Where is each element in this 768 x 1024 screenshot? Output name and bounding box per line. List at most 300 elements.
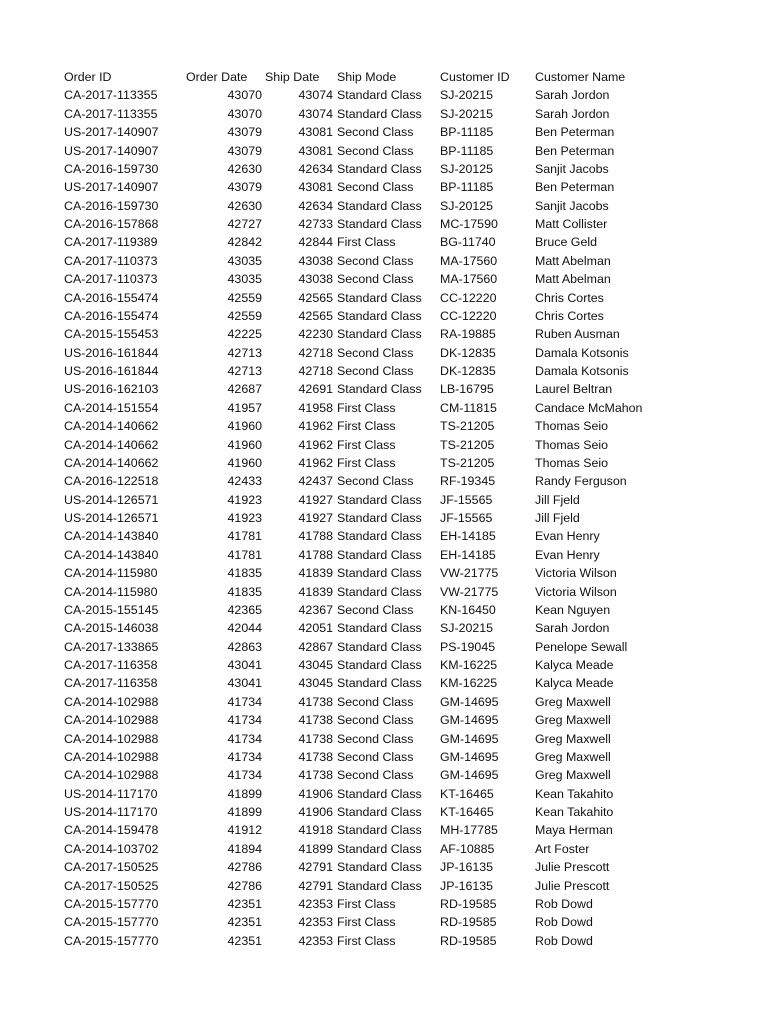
cell-order-id: US-2016-161844 [64,364,159,378]
cell-ship-mode: Standard Class [337,106,422,121]
cell-order-id: US-2014-126571 [64,511,159,525]
cell-ship-mode: Standard Class [337,786,422,801]
cell-ship-date: 41906 [298,786,333,801]
cell-ship-date: 41962 [298,437,333,452]
cell-customer-name: Damala Kotsonis [535,364,629,378]
table-row [0,583,768,601]
table-row [0,895,768,913]
cell-order-date: 41734 [227,731,262,746]
cell-order-date: 43070 [227,106,262,121]
cell-order-date: 42559 [227,308,262,323]
cell-ship-mode: First Class [337,400,396,415]
cell-order-date: 41734 [227,713,262,728]
cell-customer-id: BG-11740 [440,235,496,250]
table-row [0,840,768,858]
cell-ship-date: 42791 [298,860,333,875]
table-row [0,619,768,637]
cell-customer-name: Matt Abelman [535,253,611,268]
cell-ship-mode: First Class [337,235,396,250]
cell-customer-id: BP-11185 [440,143,494,158]
cell-customer-name: Rob Dowd [535,915,593,930]
cell-order-id: CA-2014-115980 [64,566,158,581]
cell-customer-id: GM-14695 [440,694,499,709]
table-row [0,730,768,748]
cell-customer-name: Art Foster [535,841,590,856]
cell-customer-id: SJ-20125 [440,198,494,213]
cell-order-id: CA-2014-143840 [64,547,159,562]
cell-customer-id: GM-14695 [440,713,499,728]
cell-customer-name: Randy Ferguson [535,474,627,489]
cell-order-date: 42351 [227,896,262,911]
cell-ship-mode: Standard Class [337,327,422,342]
table-row [0,436,768,454]
cell-customer-id: CC-12220 [440,308,497,323]
cell-order-id: CA-2014-103702 [64,841,159,856]
cell-customer-name: Matt Collister [535,217,608,231]
cell-order-id: CA-2016-122518 [64,474,159,489]
cell-customer-id: RA-19885 [440,327,496,342]
cell-customer-name: Thomas Seio [535,437,609,452]
table-row [0,472,768,490]
cell-customer-name: Penelope Sewall [535,639,628,654]
cell-customer-id: CC-12220 [440,290,497,305]
cell-order-date: 41734 [227,749,262,764]
cell-order-date: 42351 [227,933,262,948]
table-row [0,289,768,307]
cell-ship-date: 42867 [298,639,333,654]
table-row [0,674,768,692]
header-customer-name: Customer Name [535,70,626,84]
cell-order-date: 42713 [227,345,262,360]
cell-order-id: CA-2016-155474 [64,308,159,323]
cell-customer-name: Thomas Seio [535,419,609,434]
table-row [0,803,768,821]
table-row [0,344,768,362]
header-customer-id: Customer ID [440,70,510,84]
cell-ship-date: 42718 [298,345,333,360]
cell-ship-mode: Standard Class [337,566,422,581]
cell-customer-name: Matt Abelman [535,272,611,287]
cell-order-id: CA-2014-102988 [64,694,159,709]
cell-ship-date: 42733 [298,217,333,231]
cell-customer-name: Maya Herman [535,823,613,838]
table-row [0,638,768,656]
cell-order-id: CA-2015-157770 [64,896,159,911]
cell-ship-date: 43038 [298,272,333,287]
cell-customer-name: Greg Maxwell [535,768,611,783]
cell-ship-date: 42353 [298,915,333,930]
cell-ship-date: 41738 [298,768,333,783]
cell-order-id: CA-2014-102988 [64,731,159,746]
table-row [0,270,768,288]
cell-ship-mode: Standard Class [337,382,422,397]
cell-customer-name: Ben Peterman [535,143,615,158]
cell-order-date: 41912 [227,823,262,838]
cell-customer-id: DK-12835 [440,345,496,360]
table-header-row [0,68,768,86]
cell-order-id: CA-2016-159730 [64,161,159,176]
table-row [0,417,768,435]
cell-ship-date: 42353 [298,896,333,911]
cell-order-date: 41835 [227,584,262,599]
cell-order-id: CA-2014-140662 [64,455,159,470]
cell-order-date: 41899 [227,805,262,819]
cell-ship-date: 41918 [298,823,333,838]
table-row [0,307,768,325]
cell-ship-date: 41839 [298,584,333,599]
cell-customer-id: JP-16135 [440,878,494,893]
cell-order-date: 42630 [227,198,262,213]
cell-customer-id: GM-14695 [440,768,499,783]
cell-order-date: 42786 [227,878,262,893]
cell-order-id: CA-2014-159478 [64,823,159,838]
cell-order-date: 42433 [227,474,262,489]
cell-order-id: CA-2017-116358 [64,676,158,691]
cell-order-date: 41960 [227,455,262,470]
cell-customer-name: Jill Fjeld [535,492,580,507]
cell-customer-name: Ben Peterman [535,180,615,195]
cell-customer-id: KT-16465 [440,805,494,819]
cell-ship-mode: Second Class [337,345,414,360]
cell-ship-mode: Second Class [337,694,414,709]
cell-customer-id: LB-16795 [440,382,494,397]
cell-customer-name: Greg Maxwell [535,694,611,709]
cell-customer-id: RD-19585 [440,933,497,948]
cell-customer-id: KM-16225 [440,658,498,672]
cell-ship-date: 42230 [298,327,333,342]
cell-customer-id: JF-15565 [440,511,493,525]
table-row [0,711,768,729]
cell-ship-date: 41738 [298,731,333,746]
cell-order-id: CA-2015-157770 [64,915,159,930]
cell-order-date: 41734 [227,768,262,783]
cell-customer-id: MA-17560 [440,272,498,287]
cell-ship-date: 42051 [298,621,333,636]
cell-ship-date: 42353 [298,933,333,948]
cell-order-date: 41923 [227,511,262,525]
cell-order-id: US-2017-140907 [64,125,159,140]
cell-customer-id: MC-17590 [440,217,498,231]
cell-ship-date: 42844 [298,235,333,250]
cell-order-date: 43041 [227,676,262,691]
table-row [0,693,768,711]
cell-customer-name: Greg Maxwell [535,713,611,728]
cell-ship-mode: Second Class [337,272,414,287]
cell-order-id: US-2014-117170 [64,805,158,819]
cell-ship-mode: First Class [337,915,396,930]
cell-ship-date: 42634 [298,198,333,213]
cell-ship-mode: Standard Class [337,290,422,305]
cell-order-id: CA-2017-113355 [64,88,158,103]
cell-ship-date: 43081 [298,143,333,158]
cell-order-id: CA-2014-115980 [64,584,158,599]
cell-customer-name: Rob Dowd [535,896,593,911]
cell-order-id: CA-2017-116358 [64,658,158,672]
cell-order-date: 42842 [227,235,262,250]
cell-ship-mode: Standard Class [337,492,422,507]
cell-order-id: CA-2016-157868 [64,217,159,231]
cell-customer-id: SJ-20215 [440,88,494,103]
cell-order-date: 42559 [227,290,262,305]
cell-customer-id: VW-21775 [440,566,499,581]
cell-customer-id: BP-11185 [440,180,494,195]
cell-customer-id: MH-17785 [440,823,498,838]
cell-customer-id: RD-19585 [440,915,497,930]
table-row [0,509,768,527]
cell-ship-date: 41958 [298,400,333,415]
cell-ship-date: 42718 [298,364,333,378]
table-row [0,491,768,509]
cell-customer-name: Ruben Ausman [535,327,620,342]
cell-customer-id: MA-17560 [440,253,498,268]
table-row [0,656,768,674]
cell-ship-date: 41962 [298,455,333,470]
cell-ship-date: 41962 [298,419,333,434]
cell-order-id: US-2016-161844 [64,345,159,360]
cell-customer-name: Damala Kotsonis [535,345,629,360]
table-row [0,123,768,141]
cell-order-id: US-2014-126571 [64,492,159,507]
table-row [0,105,768,123]
cell-ship-mode: Standard Class [337,658,422,672]
cell-customer-id: EH-14185 [440,529,496,544]
table-row [0,380,768,398]
cell-order-date: 43079 [227,143,262,158]
cell-customer-id: EH-14185 [440,547,496,562]
cell-ship-mode: Second Class [337,143,414,158]
cell-order-date: 41781 [227,547,262,562]
cell-ship-mode: Standard Class [337,878,422,893]
cell-ship-date: 43074 [298,88,333,103]
cell-customer-name: Greg Maxwell [535,749,611,764]
cell-order-date: 42727 [227,217,262,231]
cell-order-date: 41957 [227,400,262,415]
cell-ship-mode: Second Class [337,253,414,268]
cell-order-id: US-2017-140907 [64,143,159,158]
cell-ship-mode: Standard Class [337,308,422,323]
cell-customer-name: Sanjit Jacobs [535,161,609,176]
cell-customer-id: DK-12835 [440,364,496,378]
cell-order-id: CA-2017-150525 [64,878,159,893]
cell-ship-mode: Standard Class [337,198,422,213]
cell-order-date: 41960 [227,419,262,434]
cell-ship-mode: Standard Class [337,547,422,562]
table-row [0,178,768,196]
cell-ship-mode: Standard Class [337,584,422,599]
cell-customer-name: Evan Henry [535,529,600,544]
cell-customer-name: Greg Maxwell [535,731,611,746]
cell-order-id: CA-2015-157770 [64,933,159,948]
cell-ship-date: 43074 [298,106,333,121]
cell-customer-id: KM-16225 [440,676,498,691]
cell-customer-name: Kean Nguyen [535,602,611,617]
cell-customer-id: SJ-20215 [440,621,494,636]
cell-customer-id: SJ-20125 [440,161,494,176]
cell-ship-mode: Standard Class [337,217,422,231]
cell-customer-id: GM-14695 [440,731,499,746]
cell-order-date: 42786 [227,860,262,875]
cell-order-date: 42863 [227,639,262,654]
cell-order-id: CA-2014-140662 [64,419,159,434]
table-row [0,785,768,803]
cell-customer-name: Kalyca Meade [535,676,614,691]
orders-table [0,68,768,950]
table-row [0,913,768,931]
cell-customer-id: PS-19045 [440,639,496,654]
cell-ship-mode: First Class [337,933,396,948]
cell-order-id: US-2014-117170 [64,786,158,801]
cell-order-id: CA-2017-110373 [64,253,158,268]
table-body [0,86,768,950]
table-row [0,877,768,895]
table-row [0,858,768,876]
cell-customer-name: Ben Peterman [535,125,615,140]
cell-ship-mode: Standard Class [337,621,422,636]
table-row [0,233,768,251]
header-order-date: Order Date [186,70,248,84]
cell-ship-date: 42791 [298,878,333,893]
cell-ship-date: 41738 [298,694,333,709]
cell-ship-mode: Second Class [337,125,414,140]
cell-order-date: 43079 [227,180,262,195]
cell-customer-id: RF-19345 [440,474,496,489]
cell-customer-id: BP-11185 [440,125,494,140]
cell-customer-name: Candace McMahon [535,400,643,415]
cell-customer-id: VW-21775 [440,584,499,599]
table-row [0,252,768,270]
cell-ship-date: 41788 [298,529,333,544]
cell-order-id: CA-2016-155474 [64,290,159,305]
header-ship-date: Ship Date [265,70,320,84]
cell-customer-name: Bruce Geld [535,235,597,250]
cell-customer-name: Jill Fjeld [535,511,580,525]
cell-ship-date: 42691 [298,382,333,397]
table-row [0,748,768,766]
cell-order-id: CA-2017-150525 [64,860,159,875]
cell-ship-date: 42367 [298,602,333,617]
cell-ship-date: 42634 [298,161,333,176]
cell-order-date: 43041 [227,658,262,672]
cell-ship-date: 42565 [298,290,333,305]
cell-customer-name: Julie Prescott [535,878,610,893]
cell-customer-name: Kean Takahito [535,805,614,819]
cell-ship-date: 42437 [298,474,333,489]
cell-customer-name: Thomas Seio [535,455,609,470]
cell-order-id: CA-2017-113355 [64,106,158,121]
table-row [0,215,768,233]
cell-order-date: 42713 [227,364,262,378]
cell-ship-date: 43038 [298,253,333,268]
cell-ship-date: 43045 [298,676,333,691]
cell-customer-id: JF-15565 [440,492,493,507]
cell-customer-name: Rob Dowd [535,933,593,948]
cell-ship-mode: Second Class [337,474,414,489]
cell-customer-id: TS-21205 [440,419,495,434]
cell-order-date: 43079 [227,125,262,140]
cell-order-date: 41734 [227,694,262,709]
cell-customer-name: Sarah Jordon [535,621,610,636]
cell-ship-date: 41738 [298,749,333,764]
cell-ship-mode: Second Class [337,364,414,378]
cell-order-id: CA-2017-133865 [64,639,159,654]
cell-order-date: 42225 [227,327,262,342]
cell-ship-date: 41839 [298,566,333,581]
cell-order-date: 42351 [227,915,262,930]
table-row [0,766,768,784]
table-row [0,601,768,619]
cell-order-id: CA-2014-102988 [64,749,159,764]
cell-ship-date: 41788 [298,547,333,562]
cell-customer-id: GM-14695 [440,749,499,764]
cell-customer-name: Evan Henry [535,547,600,562]
cell-ship-mode: Standard Class [337,823,422,838]
table-row [0,564,768,582]
cell-customer-id: SJ-20215 [440,106,494,121]
cell-order-date: 43035 [227,253,262,268]
table-row [0,399,768,417]
cell-customer-name: Victoria Wilson [535,584,617,599]
cell-ship-date: 41906 [298,805,333,819]
cell-ship-mode: Standard Class [337,88,422,103]
cell-customer-name: Chris Cortes [535,308,604,323]
cell-order-date: 41960 [227,437,262,452]
header-ship-mode: Ship Mode [337,70,397,84]
cell-order-date: 41835 [227,566,262,581]
cell-order-id: US-2016-162103 [64,382,159,397]
table-row [0,527,768,545]
cell-customer-name: Kalyca Meade [535,658,614,672]
cell-ship-mode: Second Class [337,749,414,764]
cell-order-id: CA-2014-140662 [64,437,159,452]
cell-order-date: 42630 [227,161,262,176]
cell-order-id: CA-2014-143840 [64,529,159,544]
cell-order-id: CA-2017-119389 [64,235,158,250]
table-row [0,932,768,950]
table-row [0,454,768,472]
cell-order-id: CA-2015-146038 [64,621,159,636]
cell-ship-mode: Standard Class [337,529,422,544]
cell-customer-id: JP-16135 [440,860,494,875]
cell-customer-id: TS-21205 [440,455,495,470]
cell-customer-name: Victoria Wilson [535,566,617,581]
cell-order-id: CA-2014-151554 [64,400,159,415]
cell-order-id: US-2017-140907 [64,180,159,195]
cell-customer-id: CM-11815 [440,400,497,415]
cell-order-id: CA-2015-155453 [64,327,159,342]
cell-ship-mode: Standard Class [337,676,422,691]
cell-ship-mode: Standard Class [337,161,422,176]
cell-ship-mode: Standard Class [337,639,422,654]
cell-order-date: 42365 [227,602,262,617]
cell-order-date: 43070 [227,88,262,103]
cell-ship-date: 43081 [298,125,333,140]
cell-order-date: 41923 [227,492,262,507]
table-row [0,160,768,178]
cell-order-date: 43035 [227,272,262,287]
cell-customer-name: Sanjit Jacobs [535,198,609,213]
cell-customer-id: AF-10885 [440,841,495,856]
cell-customer-name: Laurel Beltran [535,382,613,397]
cell-customer-id: RD-19585 [440,896,497,911]
cell-customer-name: Kean Takahito [535,786,614,801]
table-row [0,362,768,380]
table-row [0,325,768,343]
cell-ship-mode: Second Class [337,713,414,728]
table-row [0,546,768,564]
cell-order-date: 41894 [227,841,262,856]
header-order-id: Order ID [64,70,112,84]
cell-ship-mode: Standard Class [337,511,422,525]
